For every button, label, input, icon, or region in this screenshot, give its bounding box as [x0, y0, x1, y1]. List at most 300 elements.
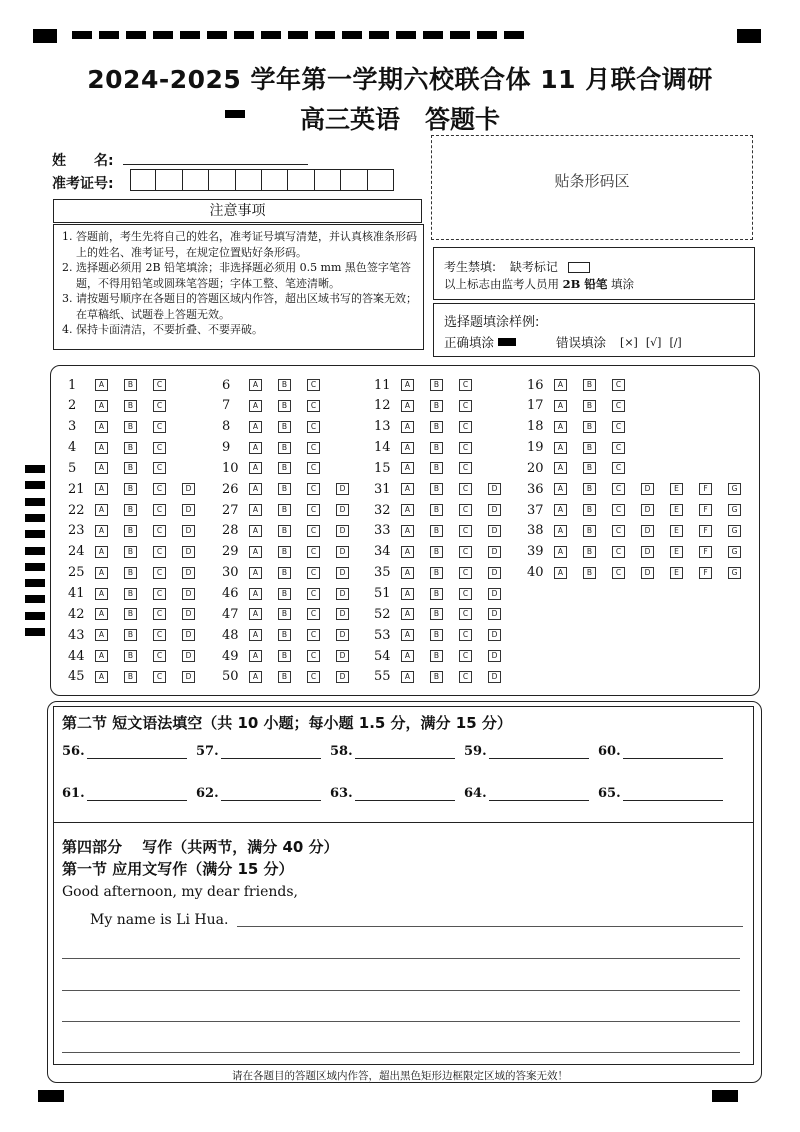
option-bubble-a[interactable]: A [249, 379, 262, 391]
option-bubble-d[interactable]: D [488, 588, 501, 600]
wrong-mark-3: [/] [669, 335, 682, 349]
option-bubble-b[interactable]: B [430, 483, 443, 495]
option-bubble-b[interactable]: B [278, 442, 291, 454]
option-bubble-g[interactable]: G [728, 567, 741, 579]
option-bubble-b[interactable]: B [124, 421, 137, 433]
option-bubble-c[interactable]: C [459, 442, 472, 454]
option-bubble-a[interactable]: A [401, 400, 414, 412]
option-bubble-a[interactable]: A [95, 525, 108, 537]
option-bubble-a[interactable]: A [554, 462, 567, 474]
option-bubble-d[interactable]: D [182, 588, 195, 600]
option-bubble-e[interactable]: E [670, 546, 683, 558]
option-bubble-b[interactable]: B [583, 462, 596, 474]
option-bubble-a[interactable]: A [249, 650, 262, 662]
option-bubble-b[interactable]: B [278, 483, 291, 495]
exam-id-boxes[interactable] [130, 169, 394, 191]
option-bubble-d[interactable]: D [182, 650, 195, 662]
option-bubble-a[interactable]: A [401, 608, 414, 620]
option-bubble-c[interactable]: C [459, 504, 472, 516]
option-bubble-b[interactable]: B [583, 483, 596, 495]
option-bubble-c[interactable]: C [459, 546, 472, 558]
option-bubble-c[interactable]: C [153, 588, 166, 600]
option-bubble-c[interactable]: C [459, 525, 472, 537]
option-bubble-e[interactable]: E [670, 504, 683, 516]
option-bubble-c[interactable]: C [612, 421, 625, 433]
option-bubble-a[interactable]: A [95, 608, 108, 620]
option-bubble-b[interactable]: B [124, 462, 137, 474]
option-bubble-a[interactable]: A [554, 379, 567, 391]
option-bubble-c[interactable]: C [459, 629, 472, 641]
option-bubble-c[interactable]: C [153, 650, 166, 662]
timing-mark [261, 31, 281, 39]
exam-id-digit-box[interactable] [262, 169, 288, 191]
option-bubble-b[interactable]: B [278, 525, 291, 537]
option-bubble-a[interactable]: A [554, 442, 567, 454]
option-bubble-d[interactable]: D [488, 650, 501, 662]
option-bubble-a[interactable]: A [401, 421, 414, 433]
option-bubble-b[interactable]: B [278, 629, 291, 641]
option-bubble-a[interactable]: A [95, 588, 108, 600]
option-bubble-a[interactable]: A [401, 525, 414, 537]
grammar-blank[interactable] [196, 786, 321, 801]
option-bubble-b[interactable]: B [124, 546, 137, 558]
option-bubble-c[interactable]: C [153, 421, 166, 433]
question-row [68, 625, 195, 645]
option-bubble-c[interactable]: C [459, 650, 472, 662]
option-bubble-c[interactable]: C [307, 462, 320, 474]
absent-mark-box[interactable] [568, 262, 590, 273]
option-bubble-d[interactable]: D [488, 671, 501, 683]
option-bubble-a[interactable]: A [249, 400, 262, 412]
timing-mark [342, 31, 362, 39]
option-bubble-b[interactable]: B [583, 546, 596, 558]
question-row [222, 563, 349, 583]
option-bubble-c[interactable]: C [153, 483, 166, 495]
question-number: 49 [222, 648, 239, 664]
writing-line-2[interactable] [62, 958, 740, 959]
wrong-mark-1: [×] [620, 335, 638, 349]
option-bubble-b[interactable]: B [583, 400, 596, 412]
option-bubble-a[interactable]: A [554, 504, 567, 516]
option-bubble-f[interactable]: F [699, 483, 712, 495]
blank-line[interactable] [87, 744, 187, 759]
writing-line-4[interactable] [62, 1021, 740, 1022]
question-number: 23 [68, 523, 85, 539]
option-bubble-f[interactable]: F [699, 504, 712, 516]
option-bubble-a[interactable]: A [401, 650, 414, 662]
option-bubble-b[interactable]: B [124, 588, 137, 600]
option-bubble-b[interactable]: B [278, 462, 291, 474]
writing-line-1[interactable] [237, 926, 743, 927]
option-bubble-a[interactable]: A [249, 546, 262, 558]
question-row [68, 458, 166, 478]
option-bubble-c[interactable]: C [459, 567, 472, 579]
option-bubble-a[interactable]: A [401, 483, 414, 495]
option-bubble-b[interactable]: B [430, 608, 443, 620]
question-number: 18 [527, 419, 544, 435]
option-bubble-d[interactable]: D [488, 546, 501, 558]
grammar-blank[interactable] [330, 744, 455, 759]
option-bubble-b[interactable]: B [583, 379, 596, 391]
exam-id-digit-box[interactable] [236, 169, 262, 191]
option-bubble-c[interactable]: C [612, 546, 625, 558]
option-bubble-d[interactable]: D [182, 546, 195, 558]
option-bubble-a[interactable]: A [95, 421, 108, 433]
question-row [222, 667, 349, 687]
option-bubble-a[interactable]: A [95, 400, 108, 412]
option-bubble-c[interactable]: C [307, 567, 320, 579]
option-bubble-a[interactable]: A [249, 525, 262, 537]
timing-mark [25, 628, 45, 636]
option-bubble-d[interactable]: D [336, 483, 349, 495]
option-bubble-a[interactable]: A [401, 442, 414, 454]
option-bubble-b[interactable]: B [583, 567, 596, 579]
option-bubble-c[interactable]: C [307, 671, 320, 683]
option-bubble-a[interactable]: A [95, 379, 108, 391]
option-bubble-d[interactable]: D [182, 567, 195, 579]
question-number: 48 [222, 627, 239, 643]
blank-line[interactable] [87, 786, 187, 801]
option-bubble-c[interactable]: C [307, 379, 320, 391]
option-bubble-b[interactable]: B [430, 629, 443, 641]
option-bubble-e[interactable]: E [670, 525, 683, 537]
option-bubble-b[interactable]: B [430, 588, 443, 600]
option-bubble-c[interactable]: C [612, 567, 625, 579]
option-bubble-a[interactable]: A [95, 504, 108, 516]
blank-line[interactable] [489, 744, 589, 759]
timing-mark [180, 31, 200, 39]
option-bubble-c[interactable]: C [459, 421, 472, 433]
question-row [527, 458, 625, 478]
option-bubble-a[interactable]: A [249, 608, 262, 620]
option-bubble-b[interactable]: B [430, 421, 443, 433]
option-bubble-b[interactable]: B [124, 442, 137, 454]
option-bubble-a[interactable]: A [401, 629, 414, 641]
name-label: 姓 名: [52, 153, 114, 169]
option-bubble-b[interactable]: B [278, 421, 291, 433]
option-bubble-b[interactable]: B [430, 504, 443, 516]
timing-mark [99, 31, 119, 39]
question-row [527, 375, 625, 395]
option-bubble-d[interactable]: D [182, 629, 195, 641]
option-bubble-b[interactable]: B [124, 629, 137, 641]
option-bubble-c[interactable]: C [307, 400, 320, 412]
option-bubble-c[interactable]: C [153, 525, 166, 537]
option-bubble-b[interactable]: B [124, 650, 137, 662]
option-bubble-a[interactable]: A [554, 400, 567, 412]
option-bubble-b[interactable]: B [583, 442, 596, 454]
option-bubble-d[interactable]: D [336, 588, 349, 600]
option-bubble-a[interactable]: A [95, 567, 108, 579]
question-number: 11 [374, 377, 391, 393]
question-row [68, 542, 195, 562]
timing-mark [477, 31, 497, 39]
option-bubble-b[interactable]: B [278, 504, 291, 516]
grammar-blank[interactable] [598, 786, 723, 801]
question-number: 54 [374, 648, 391, 664]
question-row [374, 375, 472, 395]
option-bubble-c[interactable]: C [459, 379, 472, 391]
option-bubble-a[interactable]: A [95, 546, 108, 558]
question-row [527, 417, 625, 437]
option-bubble-b[interactable]: B [124, 525, 137, 537]
option-bubble-d[interactable]: D [336, 525, 349, 537]
option-bubble-b[interactable]: B [278, 567, 291, 579]
option-bubble-b[interactable]: B [124, 400, 137, 412]
option-bubble-d[interactable]: D [488, 525, 501, 537]
blank-line[interactable] [355, 786, 455, 801]
writing-opening: My name is Li Hua. [90, 912, 229, 928]
option-bubble-a[interactable]: A [401, 462, 414, 474]
option-bubble-b[interactable]: B [124, 483, 137, 495]
timing-mark [126, 31, 146, 39]
option-bubble-a[interactable]: A [249, 462, 262, 474]
absent-note-bold: 2B 铅笔 [562, 277, 608, 291]
option-bubble-a[interactable]: A [95, 483, 108, 495]
option-bubble-c[interactable]: C [153, 608, 166, 620]
option-bubble-d[interactable]: D [336, 504, 349, 516]
option-bubble-b[interactable]: B [430, 650, 443, 662]
option-bubble-a[interactable]: A [249, 671, 262, 683]
option-bubble-c[interactable]: C [612, 462, 625, 474]
barcode-area [431, 135, 753, 240]
option-bubble-d[interactable]: D [641, 504, 654, 516]
option-bubble-d[interactable]: D [488, 629, 501, 641]
option-bubble-d[interactable]: D [488, 483, 501, 495]
option-bubble-c[interactable]: C [307, 442, 320, 454]
option-bubble-c[interactable]: C [153, 400, 166, 412]
option-bubble-d[interactable]: D [182, 525, 195, 537]
option-bubble-c[interactable]: C [153, 567, 166, 579]
option-bubble-b[interactable]: B [278, 608, 291, 620]
option-bubble-b[interactable]: B [430, 671, 443, 683]
option-bubble-a[interactable]: A [249, 567, 262, 579]
timing-mark [25, 514, 45, 522]
option-bubble-c[interactable]: C [459, 400, 472, 412]
option-bubble-c[interactable]: C [459, 588, 472, 600]
exam-id-digit-box[interactable] [156, 169, 182, 191]
option-bubble-a[interactable]: A [554, 567, 567, 579]
option-bubble-a[interactable]: A [249, 588, 262, 600]
option-bubble-f[interactable]: F [699, 567, 712, 579]
grammar-blank[interactable] [62, 786, 187, 801]
option-bubble-c[interactable]: C [153, 379, 166, 391]
option-bubble-c[interactable]: C [307, 525, 320, 537]
option-bubble-c[interactable]: C [459, 483, 472, 495]
blank-number: 65. [598, 786, 621, 801]
blank-line[interactable] [489, 786, 589, 801]
option-bubble-d[interactable]: D [336, 629, 349, 641]
option-bubble-a[interactable]: A [249, 483, 262, 495]
option-bubble-b[interactable]: B [278, 400, 291, 412]
timing-mark [315, 31, 335, 39]
option-bubble-g[interactable]: G [728, 504, 741, 516]
option-bubble-a[interactable]: A [401, 504, 414, 516]
option-bubble-b[interactable]: B [278, 588, 291, 600]
option-bubble-d[interactable]: D [336, 671, 349, 683]
question-number: 15 [374, 460, 391, 476]
option-bubble-g[interactable]: G [728, 483, 741, 495]
exam-id-digit-box[interactable] [183, 169, 209, 191]
option-bubble-a[interactable]: A [401, 567, 414, 579]
blank-line[interactable] [221, 744, 321, 759]
option-bubble-b[interactable]: B [430, 525, 443, 537]
name-field[interactable] [123, 164, 308, 165]
option-bubble-a[interactable]: A [249, 442, 262, 454]
option-bubble-a[interactable]: A [401, 588, 414, 600]
blank-line[interactable] [221, 786, 321, 801]
option-bubble-b[interactable]: B [430, 442, 443, 454]
option-bubble-b[interactable]: B [278, 379, 291, 391]
grammar-blank[interactable] [464, 786, 589, 801]
option-bubble-b[interactable]: B [430, 462, 443, 474]
question-number: 55 [374, 669, 391, 685]
timing-mark [288, 31, 308, 39]
option-bubble-c[interactable]: C [612, 525, 625, 537]
blank-line[interactable] [623, 786, 723, 801]
option-bubble-b[interactable]: B [124, 379, 137, 391]
option-bubble-b[interactable]: B [583, 504, 596, 516]
option-bubble-c[interactable]: C [153, 504, 166, 516]
question-number: 43 [68, 627, 85, 643]
option-bubble-a[interactable]: A [554, 421, 567, 433]
option-bubble-a[interactable]: A [554, 483, 567, 495]
option-bubble-b[interactable]: B [583, 525, 596, 537]
option-bubble-a[interactable]: A [401, 546, 414, 558]
question-number: 44 [68, 648, 85, 664]
option-bubble-b[interactable]: B [278, 671, 291, 683]
blank-line[interactable] [623, 744, 723, 759]
option-bubble-c[interactable]: C [153, 671, 166, 683]
option-bubble-a[interactable]: A [554, 546, 567, 558]
question-number: 33 [374, 523, 391, 539]
option-bubble-g[interactable]: G [728, 546, 741, 558]
option-bubble-b[interactable]: B [124, 567, 137, 579]
exam-id-digit-box[interactable] [368, 169, 394, 191]
option-bubble-a[interactable]: A [249, 421, 262, 433]
option-bubble-c[interactable]: C [307, 546, 320, 558]
option-bubble-c[interactable]: C [612, 483, 625, 495]
option-bubble-a[interactable]: A [95, 671, 108, 683]
option-bubble-c[interactable]: C [612, 379, 625, 391]
option-bubble-d[interactable]: D [182, 504, 195, 516]
option-bubble-d[interactable]: D [182, 483, 195, 495]
option-bubble-c[interactable]: C [307, 421, 320, 433]
exam-id-digit-box[interactable] [341, 169, 367, 191]
notes-item: 1. 答题前，考生先将自己的姓名，准考证号填写清楚，并认真核准条形码上的姓名、准考证号，在规定位置贴好条形码。 [76, 229, 417, 260]
option-bubble-d[interactable]: D [336, 608, 349, 620]
option-bubble-d[interactable]: D [641, 483, 654, 495]
option-bubble-e[interactable]: E [670, 567, 683, 579]
option-bubble-a[interactable]: A [95, 462, 108, 474]
option-bubble-b[interactable]: B [430, 567, 443, 579]
exam-id-digit-box[interactable] [209, 169, 235, 191]
option-bubble-b[interactable]: B [278, 546, 291, 558]
option-bubble-c[interactable]: C [612, 442, 625, 454]
option-bubble-d[interactable]: D [182, 608, 195, 620]
option-bubble-a[interactable]: A [249, 504, 262, 516]
option-bubble-d[interactable]: D [641, 546, 654, 558]
grammar-blank[interactable] [196, 744, 321, 759]
question-number: 17 [527, 398, 544, 414]
option-bubble-c[interactable]: C [307, 504, 320, 516]
option-bubble-d[interactable]: D [488, 608, 501, 620]
option-bubble-c[interactable]: C [153, 546, 166, 558]
option-bubble-b[interactable]: B [583, 421, 596, 433]
exam-id-digit-box[interactable] [315, 169, 341, 191]
notes-item: 3. 请按题号顺序在各题目的答题区域内作答，超出区域书写的答案无效；在草稿纸、试题卷上答题无效。 [76, 291, 417, 322]
option-bubble-f[interactable]: F [699, 546, 712, 558]
option-bubble-c[interactable]: C [153, 442, 166, 454]
option-bubble-b[interactable]: B [430, 546, 443, 558]
option-bubble-c[interactable]: C [307, 629, 320, 641]
option-bubble-a[interactable]: A [95, 629, 108, 641]
option-bubble-d[interactable]: D [488, 567, 501, 579]
option-bubble-c[interactable]: C [307, 483, 320, 495]
grammar-blank[interactable] [330, 786, 455, 801]
writing-line-5[interactable] [62, 1052, 740, 1053]
blank-line[interactable] [355, 744, 455, 759]
option-bubble-c[interactable]: C [307, 650, 320, 662]
question-number: 21 [68, 481, 85, 497]
option-bubble-d[interactable]: D [336, 650, 349, 662]
option-bubble-a[interactable]: A [554, 525, 567, 537]
option-bubble-d[interactable]: D [336, 546, 349, 558]
option-bubble-b[interactable]: B [430, 400, 443, 412]
grammar-blank[interactable] [62, 744, 187, 759]
option-bubble-a[interactable]: A [95, 650, 108, 662]
timing-mark [25, 563, 45, 571]
option-bubble-d[interactable]: D [641, 567, 654, 579]
grammar-blank[interactable] [598, 744, 723, 759]
option-bubble-c[interactable]: C [459, 671, 472, 683]
option-bubble-c[interactable]: C [153, 462, 166, 474]
option-bubble-c[interactable]: C [612, 400, 625, 412]
option-bubble-b[interactable]: B [124, 671, 137, 683]
option-bubble-a[interactable]: A [401, 671, 414, 683]
option-bubble-c[interactable]: C [612, 504, 625, 516]
option-bubble-f[interactable]: F [699, 525, 712, 537]
card-title: 高三英语 答题卡 [299, 105, 500, 134]
option-bubble-b[interactable]: B [278, 650, 291, 662]
question-row [68, 396, 166, 416]
option-bubble-c[interactable]: C [307, 608, 320, 620]
option-bubble-b[interactable]: B [430, 379, 443, 391]
option-bubble-c[interactable]: C [459, 608, 472, 620]
option-bubble-a[interactable]: A [95, 442, 108, 454]
option-bubble-d[interactable]: D [488, 504, 501, 516]
option-bubble-c[interactable]: C [153, 629, 166, 641]
footer-note: 请在各题目的答题区域内作答，超出黑色矩形边框限定区域的答案无效！ [232, 1070, 568, 1082]
blank-number: 58. [330, 744, 353, 759]
option-bubble-g[interactable]: G [728, 525, 741, 537]
timing-mark [153, 31, 173, 39]
option-bubble-b[interactable]: B [124, 504, 137, 516]
option-bubble-d[interactable]: D [336, 567, 349, 579]
exam-id-digit-box[interactable] [130, 169, 156, 191]
option-bubble-a[interactable]: A [249, 629, 262, 641]
option-bubble-d[interactable]: D [182, 671, 195, 683]
exam-id-digit-box[interactable] [288, 169, 314, 191]
grammar-blank[interactable] [464, 744, 589, 759]
option-bubble-a[interactable]: A [401, 379, 414, 391]
writing-line-3[interactable] [62, 990, 740, 991]
option-bubble-c[interactable]: C [307, 588, 320, 600]
option-bubble-c[interactable]: C [459, 462, 472, 474]
option-bubble-d[interactable]: D [641, 525, 654, 537]
option-bubble-b[interactable]: B [124, 608, 137, 620]
option-bubble-e[interactable]: E [670, 483, 683, 495]
